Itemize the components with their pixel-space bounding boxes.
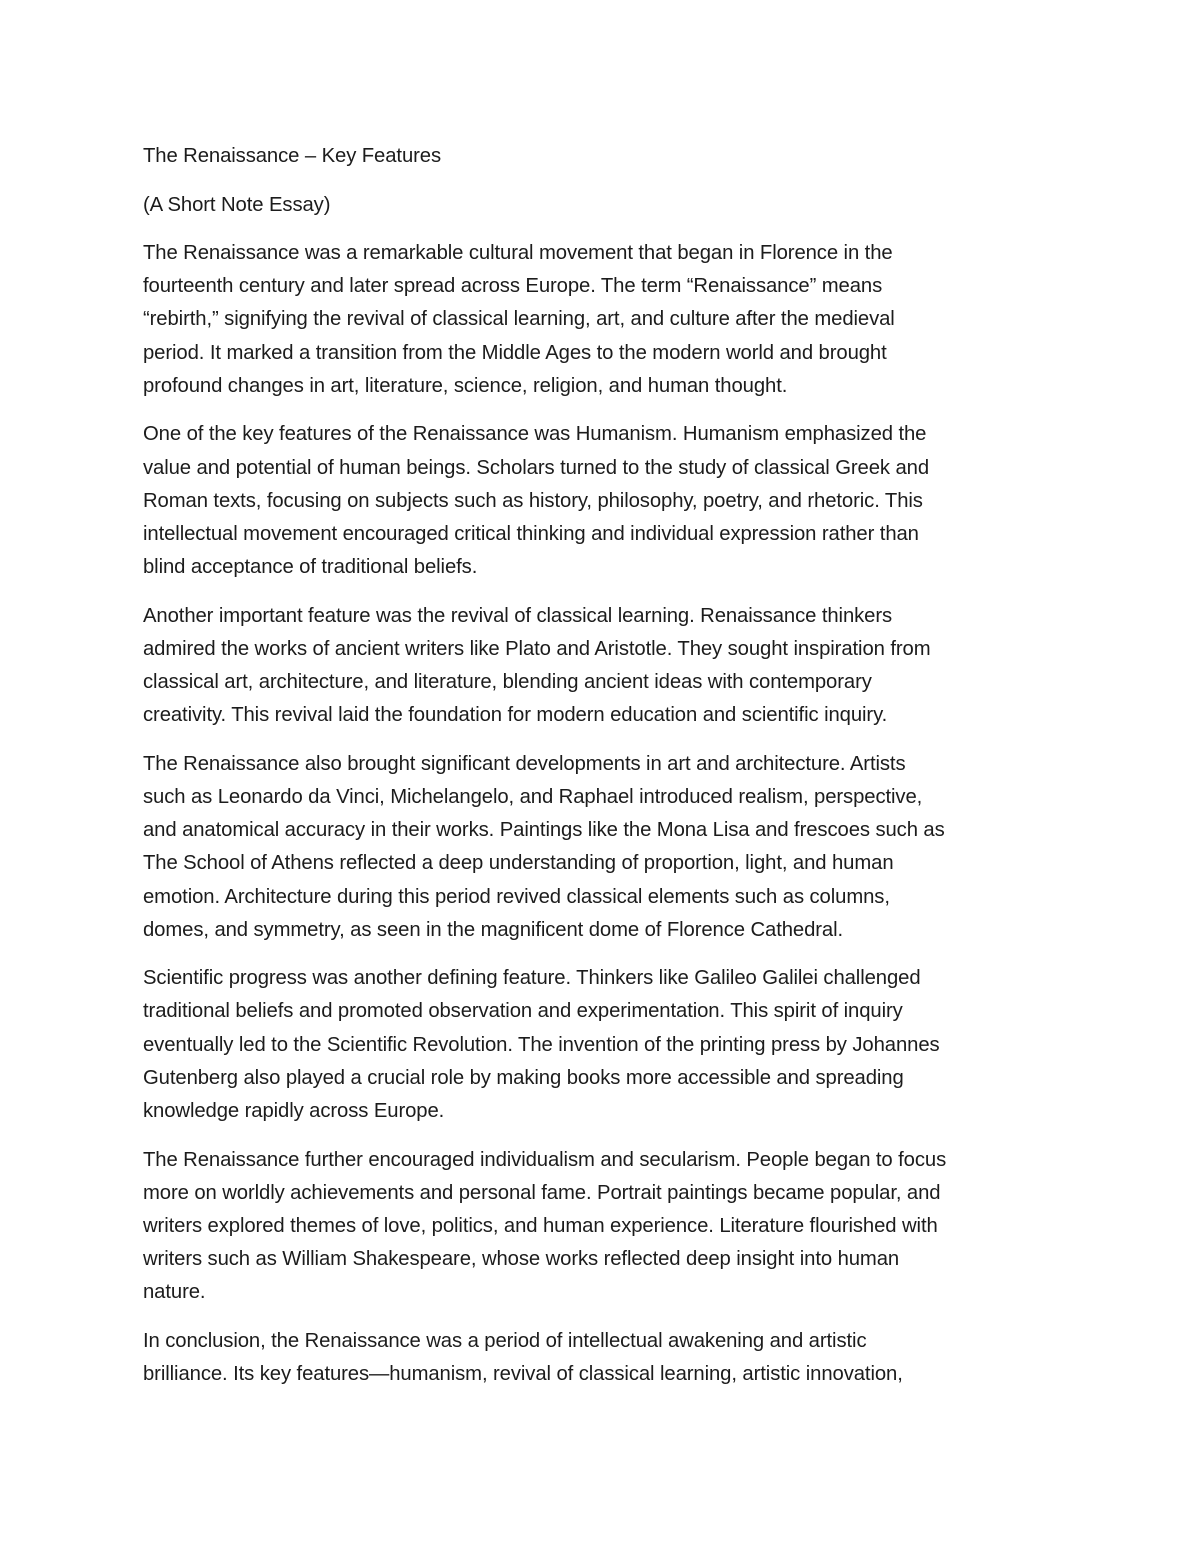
text-line: eventually led to the Scientific Revolution. The invention of the printing press by Johannes bbox=[143, 1033, 940, 1056]
text-line: blind acceptance of traditional beliefs. bbox=[143, 556, 478, 579]
text-line: value and potential of human beings. Scholars turned to the study of classical Greek and bbox=[143, 456, 930, 479]
text-line: The School of Athens reflected a deep understanding of proportion, light, and human bbox=[143, 852, 894, 875]
paragraph-2 bbox=[143, 418, 1055, 584]
text-line: domes, and symmetry, as seen in the magnificent dome of Florence Cathedral. bbox=[143, 918, 844, 941]
text-line: knowledge rapidly across Europe. bbox=[143, 1100, 445, 1123]
text-line: admired the works of ancient writers like Plato and Aristotle. They sought inspiration from bbox=[143, 637, 931, 660]
text-line: The Renaissance further encouraged individualism and secularism. People began to focus bbox=[143, 1148, 947, 1171]
text-line: In conclusion, the Renaissance was a period of intellectual awakening and artistic bbox=[143, 1329, 867, 1352]
text-line: period. It marked a transition from the Middle Ages to the modern world and brought bbox=[143, 341, 887, 364]
text-line: The Renaissance also brought significant developments in art and architecture. Artists bbox=[143, 752, 906, 775]
text-line: more on worldly achievements and personal fame. Portrait paintings became popular, and bbox=[143, 1181, 941, 1204]
paragraph-6 bbox=[143, 1144, 1055, 1310]
paragraph-5 bbox=[143, 962, 1055, 1128]
document-body bbox=[143, 140, 1055, 1407]
text-line: Gutenberg also played a crucial role by making books more accessible and spreading bbox=[143, 1066, 904, 1089]
text-line: brilliance. Its key features—humanism, revival of classical learning, artistic innovation, bbox=[143, 1363, 903, 1386]
text-line: profound changes in art, literature, science, religion, and human thought. bbox=[143, 374, 788, 397]
text-line: “rebirth,” signifying the revival of classical learning, art, and culture after the medieval bbox=[143, 308, 895, 331]
text-line: Another important feature was the revival of classical learning. Renaissance thinkers bbox=[143, 604, 893, 627]
text-line: intellectual movement encouraged critical thinking and individual expression rather than bbox=[143, 522, 919, 545]
document-subtitle: (A Short Note Essay) bbox=[143, 193, 331, 216]
text-line: creativity. This revival laid the foundation for modern education and scientific inquiry. bbox=[143, 704, 888, 727]
text-line: nature. bbox=[143, 1281, 206, 1304]
text-line: The Renaissance was a remarkable cultural movement that began in Florence in the bbox=[143, 242, 893, 264]
document-title: The Renaissance – Key Features bbox=[143, 145, 442, 167]
paragraph-4 bbox=[143, 748, 1055, 947]
text-line: writers such as William Shakespeare, whose works reflected deep insight into human bbox=[143, 1248, 900, 1271]
text-line: emotion. Architecture during this period revived classical elements such as columns, bbox=[143, 885, 890, 908]
text-line: classical art, architecture, and literature, blending ancient ideas with contemporary bbox=[143, 671, 872, 694]
text-line: writers explored themes of love, politics, and human experience. Literature flourished with bbox=[143, 1214, 938, 1237]
paragraph-1 bbox=[143, 237, 1055, 403]
text-line: and anatomical accuracy in their works. Paintings like the Mona Lisa and frescoes such as bbox=[143, 819, 945, 842]
paragraph-7 bbox=[143, 1325, 1055, 1391]
text-line: One of the key features of the Renaissance was Humanism. Humanism emphasized the bbox=[143, 423, 927, 446]
text-line: Scientific progress was another defining feature. Thinkers like Galileo Galilei challenged bbox=[143, 967, 921, 990]
text-line: Roman texts, focusing on subjects such as history, philosophy, poetry, and rhetoric. This bbox=[143, 489, 923, 512]
text-line: such as Leonardo da Vinci, Michelangelo, and Raphael introduced realism, perspective, bbox=[143, 785, 923, 808]
text-line: fourteenth century and later spread across Europe. The term “Renaissance” means bbox=[143, 275, 883, 298]
text-line: traditional beliefs and promoted observation and experimentation. This spirit of inquiry bbox=[143, 1000, 903, 1023]
paragraph-3 bbox=[143, 600, 1055, 733]
